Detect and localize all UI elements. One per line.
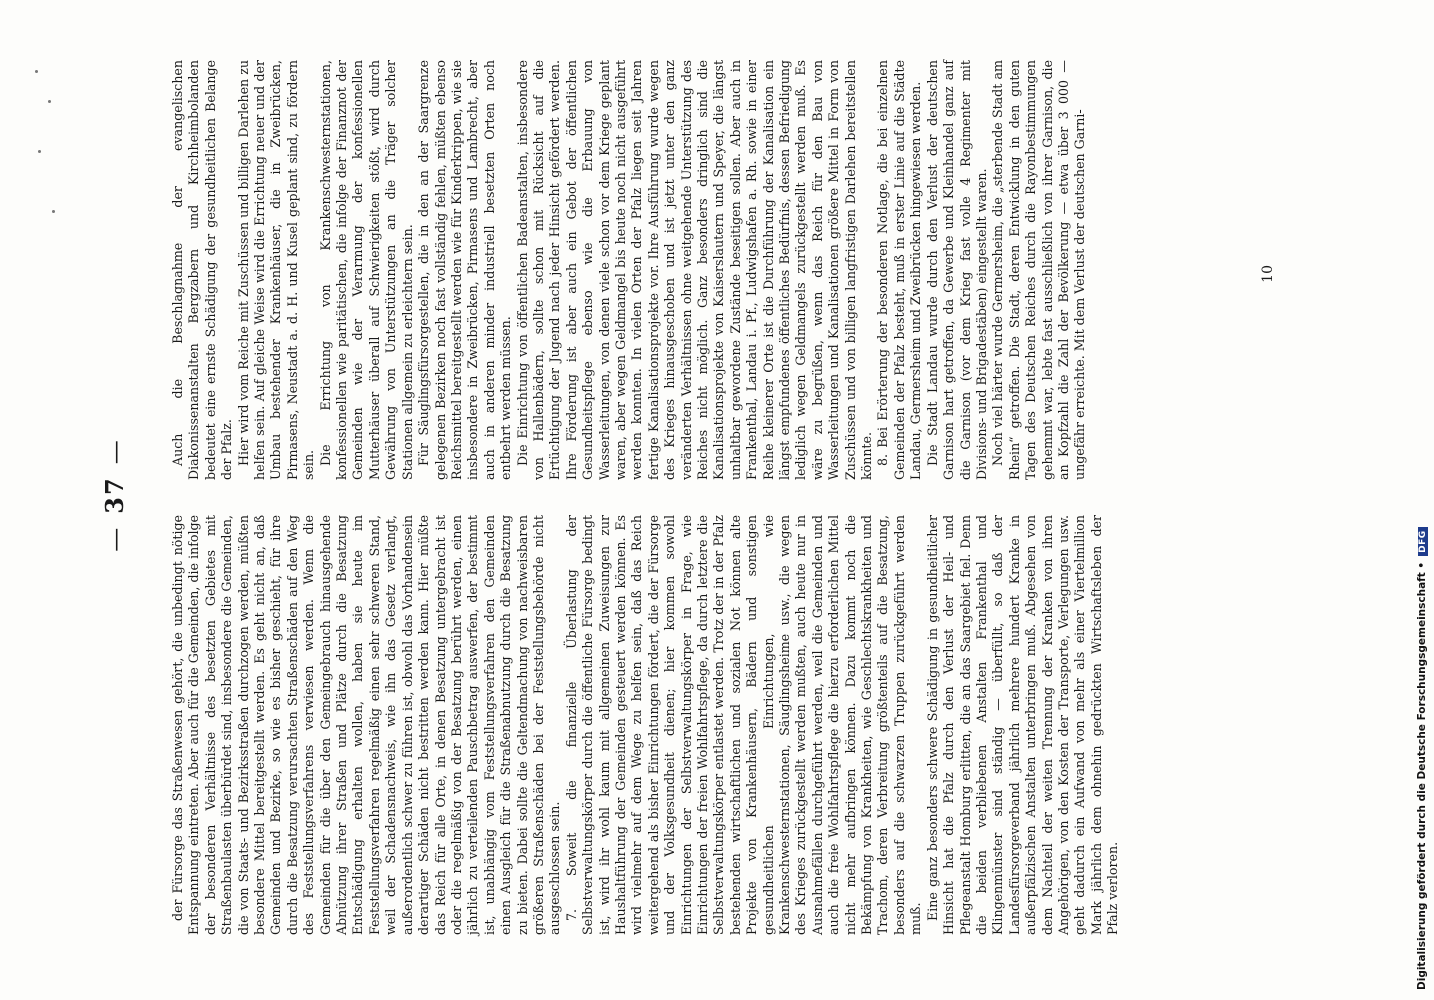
page-header: —37— [100,438,129,552]
paragraph: Für Säuglingsfürsorgestellen, die in den an der Saargrenze gelegenen Bezirken noch fast vollständig fehlen, müßten ebenso Reichsmittel bereitgestellt werden wie für Kinderkrippen, wie sie insbesondere in Zweibrücken, Pirmasens und Lambrecht, aber auch in anderen minder industriell besetzten Orten noch entbehrt werden müssen. [416,60,514,480]
scan-specks [30,60,70,260]
paragraph: Noch viel härter wurde Germersheim, die „sterbende Stadt am Rhein“ getroffen. Die Stadt, deren Entwicklung in den guten Tagen des Deutschen Reiches durch die Rayonbestimmungen gehemmt war, lebte fast ausschließlich von ihrer Garnison, die an Kopfzahl die Zahl der Bevölkerung — etwa über 3 000 — ungefähr erreichte. Mit dem Verlust der deutschen Garni- [990,60,1088,480]
paragraph: Die Stadt Landau wurde durch den Verlust der deutschen Garnison hart getroffen, da Gewerbe und Kleinhandel ganz auf die Garnison (vor dem Krieg fast volle 4 Regimenter mit Divisions- und Brigadestäben) eingestellt waren. [924,60,989,480]
paragraph: Eine ganz besonders schwere Schädigung in gesundheitlicher Hinsicht hat die Pfalz durch den Verlust der Heil- und Pflegeanstalt Homburg erlitten, die an das Saargebiet fiel. Denn die beiden verbliebenen Anstalten Frankenthal und Klingenmünster sind ständig — überfüllt, so daß der Landesfürsorgeverband jährlich mehrere hundert Kranke in außerpfälzischen Anstalten unterbringen muß. Abgesehen von dem Nachteil der weiten Trennung der Kranken von ihren Angehörigen, von den Kosten der Transporte, Verlegungen usw. geht dadurch ein Aufwand von mehr als einer Viertelmillion Mark jährlich dem ohnehin gedrückten Wirtschaftsleben der Pfalz verloren. [924,515,1121,935]
paragraph: 7. Soweit die finanzielle Überlastung der Selbstverwaltungskörper durch die öffentliche Fürsorge bedingt ist, wird ihr wohl kaum mit allgemeinen Zuweisungen zur Haushaltführung der Gemeinden gesteuert werden können. Es wird vielmehr auf dem Wege zu helfen sein, daß das Reich weitergehend als bisher Einrichtungen fördert, die der Fürsorge und der Volksgesundheit dienen; hier kommen sowohl Einrichtungen der Selbstverwaltungskörper in Frage, wie Einrichtungen der freien Wohlfahrtspflege, da durch letztere die Selbstverwaltungskörper entlastet werden. Trotz der in der Pfalz bestehenden wirtschaftlichen und sozialen Not können alte Projekte von Krankenhäusern, Bädern und sonstigen gesundheitlichen Einrichtungen, wie Krankenschwesternstationen, Säuglingsheime usw., die wegen des Krieges zurückgestellt werden mußten, auch heute nur in Ausnahmefällen durchgeführt werden, weil die Gemeinden und auch die freie Wohlfahrtspflege die hierzu erforderlichen Mittel nicht mehr aufbringen können. Dazu kommt noch die Bekämpfung von Krankheiten, wie Geschlechtskrankheiten und Trachom, deren Verbreitung größtenteils auf die Besatzung, besonders auf die schwarzen Truppen zurückgeführt werden muß. [563,515,924,935]
funding-text: Digitalisierung gefördert durch die Deutsche Forschungsgemeinschaft • [1416,561,1428,990]
paragraph: Die Einrichtung von öffentlichen Badeanstalten, insbesondere von Hallenbädern, sollte schon mit Rücksicht auf die Ertüchtigung der Jugend nach jeder Hinsicht gefördert werden. Ihre Förderung ist aber auch ein Gebot der öffentlichen Gesundheitspflege ebenso wie die Erbauung von Wasserleitungen, von denen viele schon vor dem Kriege geplant waren, aber wegen Geldmangel bis heute noch nicht ausgeführt werden konnten. In vielen Orten der Pfalz liegen seit Jahren fertige Kanalisationsprojekte vor. Ihre Ausführung wurde wegen des Krieges hinausgeschoben und ist jetzt unter den ganz veränderten Verhältnissen ohne weitgehende Unterstützung des Reiches nicht möglich. Ganz besonders dringlich sind die Kanalisationsprojekte von Kaiserslautern und Speyer, die längst unhaltbar gewordene Zustände beseitigen sollen. Aber auch in Frankenthal, Landau i. Pf., Ludwigshafen a. Rh. sowie in einer Reihe kleinerer Orte ist die Durchführung der Kanalisation ein längst empfundenes öffentliches Bedürfnis, dessen Befriedigung lediglich wegen Geldmangels zurückgestellt werden muß. Es wäre zu begrüßen, wenn das Reich für den Bau von Wasserleitungen und Kanalisationen größere Mittel in Form von Zuschüssen und von billigen langfristigen Darlehen bereitstellen könnte. [514,60,875,480]
paragraph: Auch die Beschlagnahme der evangelischen Diakonissenanstalten Bergzabern und Kirchheimbolanden bedeutet eine ernste Schädigung der gesundheitlichen Belange der Pfalz. [170,60,235,480]
paragraph: Die Errichtung von Krankenschwesternstationen, konfessionellen wie paritätischen, die infolge der Finanznot der Gemeinden wie der Verarmung der konfessionellen Mutterhäuser überall auf Schwierigkeiten stößt, wird durch Gewährung von Unterstützungen an die Träger solcher Stationen allgemein zu erleichtern sein. [317,60,415,480]
rotated-page-content [100,55,1300,935]
left-column [170,515,1122,935]
dfg-logo: DFG [1418,527,1428,556]
paragraph: der Fürsorge das Straßenwesen gehört, die unbedingt nötige Entspannung eintreten. Aber auch für die Gemeinden, die infolge der besonderen Verhältnisse des besetzten Gebietes mit Straßenbaulasten überbürdet sind, insbesondere die Gemeinden, die von Staats- und Bezirksstraßen durchzogen werden, müßten besondere Mittel bereitgestellt werden. Es geht nicht an, daß Gemeinden und Bezirke, so wie es bisher geschieht, für ihre durch die Besatzung verursachten Straßenschäden auf den Weg des Feststellungsverfahrens verwiesen werden. Wenn die Gemeinden für die über den Gemeingebrauch hinausgehende Abnützung ihrer Straßen und Plätze durch die Besatzung Entschädigung erhalten wollen, haben sie heute im Feststellungsverfahren regelmäßig einen sehr schweren Stand, weil der Schadensnachweis, wie ihn das Gesetz verlangt, außerordentlich schwer zu führen ist, obwohl das Vorhandensein derartiger Schäden nicht bestritten werden kann. Hier müßte das Reich für alle Orte, in denen Besatzung untergebracht ist oder die regelmäßig von der Besatzung berührt werden, einen jährlich zu verteilenden Pauschbetrag auswerfen, der bestimmt ist, unabhängig vom Feststellungsverfahren den Gemeinden einen Ausgleich für die Straßenabnutzung durch die Besatzung zu bieten. Dabei sollte die Geltendmachung von nachweisbaren größeren Straßenschäden bei der Feststellungsbehörde nicht ausgeschlossen sein. [170,515,563,935]
signature-number: 10 [1260,265,1276,283]
digitization-note [1416,10,1430,990]
right-column [170,60,1089,480]
page-number: 37 [100,476,129,514]
digitization-note-text [1416,10,1430,990]
paragraph: Hier wird vom Reiche mit Zuschüssen und billigen Darlehen zu helfen sein. Auf gleiche Weise wird die Errichtung neuer und der Umbau bestehender Krankenhäuser, die in Zweibrücken, Pirmasens, Neustadt a. d. H. und Kusel geplant sind, zu fördern sein. [235,60,317,480]
paragraph: 8. Bei Erörterung der besonderen Notlage, die bei einzelnen Gemeinden der Pfalz besteht, muß in erster Linie auf die Städte Landau, Germersheim und Zweibrücken hingewiesen werden. [875,60,924,480]
